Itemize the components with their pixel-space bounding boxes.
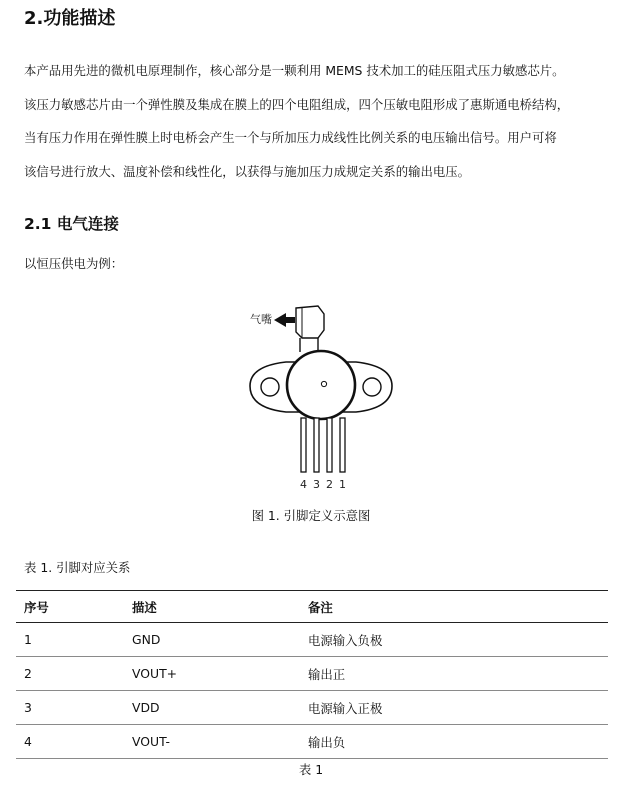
pin-3	[314, 418, 319, 472]
table-cell: 4	[16, 725, 124, 759]
section-title: 2.功能描述	[24, 8, 116, 29]
sensor-port	[321, 381, 326, 386]
description-paragraph	[24, 54, 614, 188]
arrow-icon	[274, 313, 286, 327]
table-cell: VOUT-	[124, 725, 300, 759]
table-cell: VDD	[124, 691, 300, 725]
mounting-hole-right	[363, 378, 381, 396]
table-cell: 1	[16, 623, 124, 657]
paragraph-line: 当有压力作用在弹性膜上时电桥会产生一个与所加压力成线性比例关系的电压输出信号。用户可将	[24, 130, 557, 145]
table-cell: 输出负	[300, 725, 608, 759]
pin-number: 2	[326, 478, 333, 491]
sensor-body	[287, 351, 355, 419]
pin-number: 1	[339, 478, 346, 491]
subsection-lead: 以恒压供电为例：	[24, 256, 124, 271]
pin-table	[16, 590, 608, 759]
table-footer-label: 表 1	[298, 762, 324, 777]
pins	[301, 418, 345, 472]
table-cell: 电源输入正极	[300, 691, 608, 725]
pin-diagram	[246, 296, 396, 496]
table-header-row	[16, 591, 608, 623]
nozzle-neck	[300, 338, 318, 352]
pin-4	[301, 418, 306, 472]
paragraph-line: 该信号进行放大、温度补偿和线性化，以获得与施加压力成规定关系的输出电压。	[24, 163, 471, 179]
table-row	[16, 725, 608, 759]
table-row	[16, 657, 608, 691]
mounting-hole-left	[261, 378, 279, 396]
table-cell: GND	[124, 623, 300, 657]
table-cell: 3	[16, 691, 124, 725]
pin-number: 3	[313, 478, 320, 491]
table-row	[16, 691, 608, 725]
table-cell: 2	[16, 657, 124, 691]
table-cell: VOUT+	[124, 657, 300, 691]
paragraph-line: 该压力敏感芯片由一个弹性膜及集成在膜上的四个电阻组成，四个压敏电阻形成了惠斯通电桥结构，	[24, 96, 570, 112]
nozzle-tube	[296, 306, 324, 338]
subsection-title: 2.1 电气连接	[24, 215, 119, 233]
table-cell: 输出正	[300, 657, 608, 691]
pin-1	[340, 418, 345, 472]
arrow-shaft	[285, 317, 295, 323]
nozzle-label: 气嘴	[250, 313, 272, 326]
column-header: 序号	[16, 591, 124, 623]
table-caption: 表 1. 引脚对应关系	[24, 560, 131, 575]
column-header: 描述	[124, 591, 300, 623]
pin-2	[327, 418, 332, 472]
column-header: 备注	[300, 591, 608, 623]
pin-number: 4	[300, 478, 307, 491]
table-cell: 电源输入负极	[300, 623, 608, 657]
figure-caption: 图 1. 引脚定义示意图	[251, 508, 371, 523]
paragraph-line: 本产品用先进的微机电原理制作，核心部分是一颗利用 MEMS 技术加工的硅压阻式压力敏感芯片。	[24, 63, 565, 78]
table-row	[16, 623, 608, 657]
